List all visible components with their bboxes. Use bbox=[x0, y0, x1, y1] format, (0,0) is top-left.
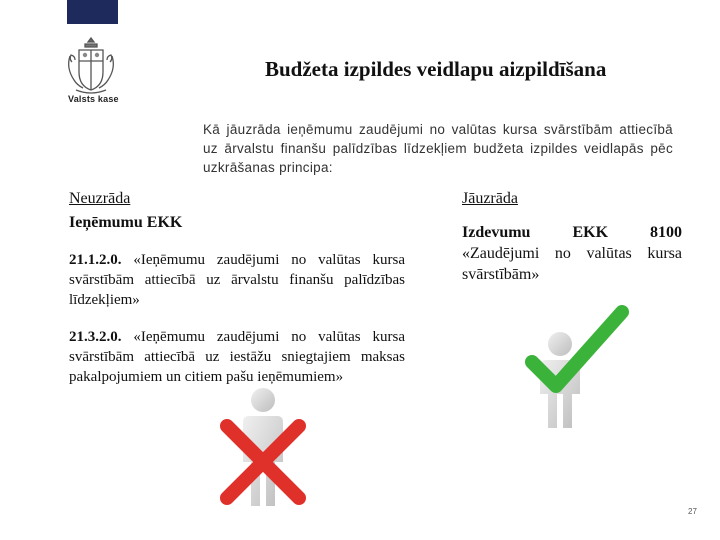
left-item-1-text: «Ieņēmumu zaudējumi no valūtas kursa svārstībām attiecībā uz ārvalstu finanšu palīdzības līdzekļiem» bbox=[69, 252, 405, 308]
page-title: Budžeta izpildes veidlapu aizpildīšana bbox=[265, 57, 607, 81]
left-heading: Neuzrāda bbox=[69, 190, 131, 207]
right-text-bold: Izdevumu EKK 8100 bbox=[462, 224, 682, 241]
logo-text: Valsts kase bbox=[68, 94, 119, 104]
left-item-1 bbox=[69, 250, 405, 310]
left-column bbox=[69, 188, 405, 234]
top-color-bar bbox=[67, 0, 118, 24]
right-text-rest: «Zaudējumi no valūtas kursa svārstībām» bbox=[462, 245, 682, 283]
left-item-2-text: «Ieņēmumu zaudējumi no valūtas kursa svārstībām attiecībā uz iestāžu sniegtajiem maksas pakalpojumiem un citiem pašu ieņēmumiem» bbox=[69, 329, 405, 385]
right-column bbox=[462, 188, 682, 210]
red-x-figure-icon bbox=[213, 384, 313, 510]
page-number: 27 bbox=[688, 507, 697, 516]
left-item-2-code: 21.3.2.0. bbox=[69, 329, 122, 345]
left-item-1-code: 21.1.2.0. bbox=[69, 252, 122, 268]
right-text bbox=[462, 222, 682, 285]
green-check-figure-icon bbox=[518, 302, 630, 430]
intro-paragraph: Kā jāuzrāda ieņēmumu zaudējumi no valūtas kursa svārstībām attiecībā uz ārvalstu finanšu palīdzības līdzekļiem budžeta izpildes veidlapās pēc uzkrāšanas principa: bbox=[203, 122, 673, 175]
right-heading: Jāuzrāda bbox=[462, 190, 518, 207]
left-subheading: Ieņēmumu EKK bbox=[69, 214, 183, 231]
left-item-2 bbox=[69, 327, 405, 387]
